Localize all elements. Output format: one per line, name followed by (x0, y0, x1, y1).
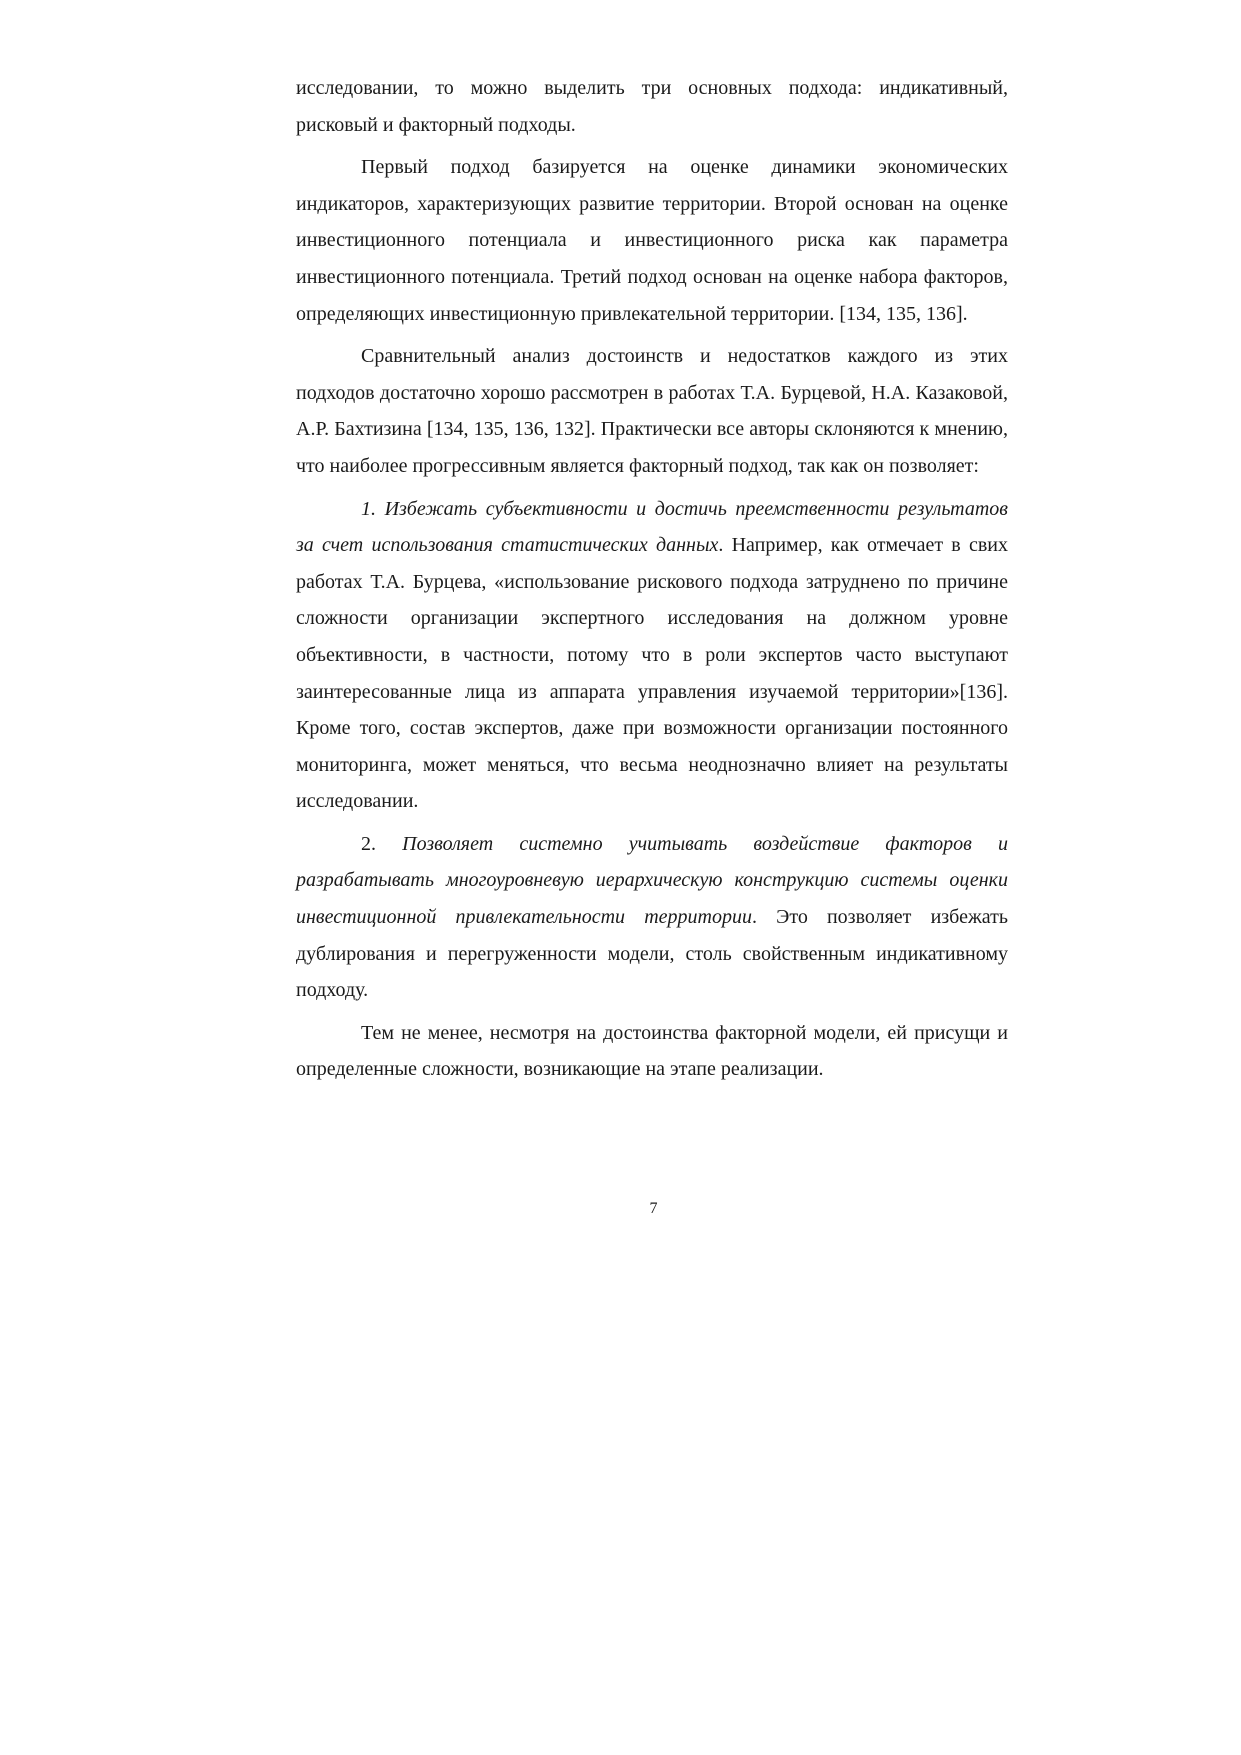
document-page (296, 70, 1008, 1088)
paragraph-comparative-analysis: Сравнительный анализ достоинств и недостатков каждого из этих подходов достаточно хорошо рассмотрен в работах Т.А. Бурцевой, Н.А. Казаковой, А.Р. Бахтизина [134, 135, 136, 132]. Практически все авторы склоняются к мнению, что наиболее прогрессивным является факторный подход, так как он позволяет: (296, 345, 1008, 477)
paragraph-conclusion: Тем не менее, несмотря на достоинства факторной модели, ей присущи и определенные сложности, возникающие на этапе реализации. (296, 1021, 1008, 1081)
list-item-2-number: 2. (361, 832, 403, 855)
list-item-2-emphasis: Позволяет системно учитывать воздействие факторов и разрабатывать многоуровневую иерархическую конструкцию системы оценки инвестиционной привлекательности территории (296, 832, 1008, 929)
page-number: 7 (649, 1200, 658, 1217)
paragraph-continuation: исследовании, то можно выделить три основных подхода: индикативный, рисковый и факторный подходы. (296, 77, 1008, 136)
list-item-1-emphasis: 1. Избежать субъективности и достичь преемственности результатов за счет использования статистических данных (296, 497, 1008, 557)
list-item-1-text: . Например, как отмечает в свих работах Т.А. Бурцева, «использование рискового подхода затруднено по причине сложности организации экспертного исследования на должном уровне объективности, в частности, потому что в роли экспертов часто выступают заинтересованные лица из аппарата управления изучаемой территории»[136]. Кроме того, состав экспертов, даже при возможности организации постоянного мониторинга, может меняться, что весьма неоднозначно влияет на результаты исследовании. (296, 534, 1008, 813)
list-item-2-text: . Это позволяет избежать дублирования и перегруженности модели, столь свойственным индикативному подходу. (296, 906, 1008, 1002)
list-item-1 (296, 491, 1008, 820)
paragraph-first-approach: Первый подход базируется на оценке динамики экономических индикаторов, характеризующих развитие территории. Второй основан на оценке инвестиционного потенциала и инвестиционного риска как параметра инвестиционного потенциала. Третий подход основан на оценке набора факторов, определяющих инвестиционную привлекательной территории. [134, 135, 136]. (296, 156, 1008, 325)
list-item-2 (296, 826, 1008, 1009)
